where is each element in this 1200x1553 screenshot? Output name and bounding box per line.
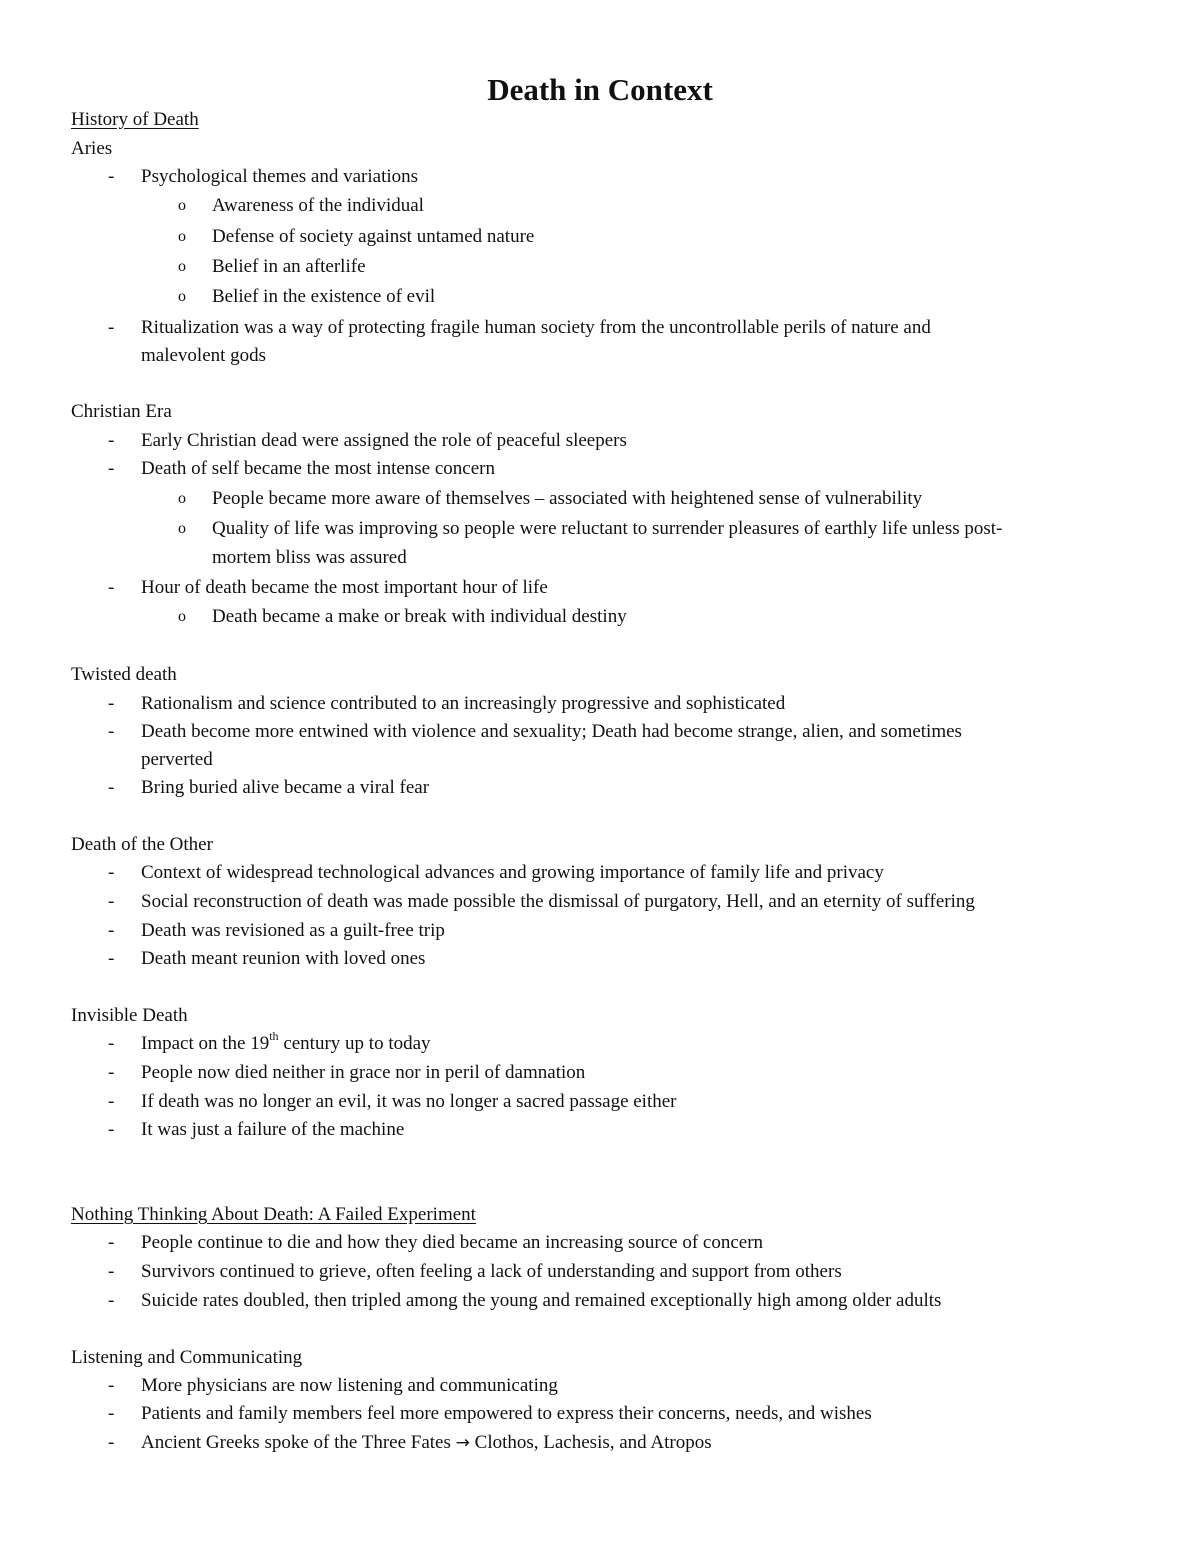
bullet-dash: -	[108, 693, 115, 714]
bullet-text-part: Ancient Greeks spoke of the Three Fates	[141, 1432, 456, 1453]
bullet-dash: -	[108, 1232, 115, 1253]
section-heading-failed-experiment: Nothing Thinking About Death: A Failed Experiment	[71, 1204, 476, 1225]
bullet-text: Death was revisioned as a guilt-free trip	[141, 920, 445, 941]
bullet-dash: -	[108, 1033, 115, 1054]
bullet-dash: -	[108, 891, 115, 912]
sub-bullet-text: Belief in an afterlife	[212, 256, 366, 277]
bullet-text: Patients and family members feel more empowered to express their concerns, needs, and wishes	[141, 1403, 872, 1424]
section-heading-history-of-death: History of Death	[71, 109, 199, 130]
sub-bullet-text: Awareness of the individual	[212, 195, 424, 216]
bullet-text: Death meant reunion with loved ones	[141, 948, 426, 969]
subheading-christian-era: Christian Era	[71, 401, 172, 422]
bullet-text: People continue to die and how they died became an increasing source of concern	[141, 1232, 764, 1253]
bullet-dash: -	[108, 1375, 115, 1396]
bullet-text: More physicians are now listening and communicating	[141, 1375, 558, 1396]
bullet-dash: -	[108, 1091, 115, 1112]
bullet-text: Survivors continued to grieve, often feeling a lack of understanding and support from others	[141, 1261, 842, 1282]
bullet-text: Bring buried alive became a viral fear	[141, 777, 430, 798]
bullet-circle: o	[178, 197, 186, 214]
bullet-text-part: century up to today	[278, 1033, 431, 1054]
sub-bullet-text-continuation: mortem bliss was assured	[212, 547, 407, 568]
bullet-text: Early Christian dead were assigned the role of peaceful sleepers	[141, 430, 627, 451]
bullet-dash: -	[108, 317, 115, 338]
bullet-text: Suicide rates doubled, then tripled among the young and remained exceptionally high among older adults	[141, 1290, 942, 1311]
bullet-text-19th-century	[141, 1028, 431, 1056]
bullet-text-three-fates	[141, 1431, 712, 1455]
bullet-dash: -	[108, 1261, 115, 1282]
bullet-text: Rationalism and science contributed to an increasingly progressive and sophisticated	[141, 693, 786, 714]
sub-bullet-text: Quality of life was improving so people were reluctant to surrender pleasures of earthly life unless post-	[212, 518, 1003, 539]
bullet-dash: -	[108, 166, 115, 187]
bullet-dash: -	[108, 948, 115, 969]
sub-bullet-text: Death became a make or break with individual destiny	[212, 606, 627, 627]
sub-bullet-text: People became more aware of themselves – associated with heightened sense of vulnerability	[212, 488, 923, 509]
document-title: Death in Context	[487, 72, 713, 107]
bullet-text: If death was no longer an evil, it was no longer a sacred passage either	[141, 1091, 677, 1112]
subheading-twisted-death: Twisted death	[71, 664, 177, 685]
subheading-death-of-the-other: Death of the Other	[71, 834, 213, 855]
bullet-text: Context of widespread technological advances and growing importance of family life and privacy	[141, 862, 884, 883]
subheading-invisible-death: Invisible Death	[71, 1005, 188, 1026]
bullet-dash: -	[108, 1119, 115, 1140]
bullet-text-continuation: malevolent gods	[141, 345, 267, 366]
bullet-dash: -	[108, 777, 115, 798]
sub-bullet-text: Defense of society against untamed nature	[212, 226, 535, 247]
bullet-circle: o	[178, 520, 186, 537]
bullet-circle: o	[178, 490, 186, 507]
bullet-text: Social reconstruction of death was made possible the dismissal of purgatory, Hell, and an eternity of suffering	[141, 891, 975, 912]
right-arrow-icon: →	[455, 1433, 470, 1453]
subheading-listening-and-communicating: Listening and Communicating	[71, 1347, 303, 1368]
bullet-text: Psychological themes and variations	[141, 166, 419, 187]
bullet-circle: o	[178, 258, 186, 275]
bullet-text: It was just a failure of the machine	[141, 1119, 405, 1140]
bullet-text-part: Clothos, Lachesis, and Atropos	[469, 1432, 712, 1453]
bullet-dash: -	[108, 458, 115, 479]
bullet-text-continuation: perverted	[141, 749, 213, 770]
sub-bullet-text: Belief in the existence of evil	[212, 286, 436, 307]
bullet-text: Ritualization was a way of protecting fragile human society from the uncontrollable perils of nature and	[141, 317, 931, 338]
bullet-dash: -	[108, 920, 115, 941]
bullet-circle: o	[178, 288, 186, 305]
bullet-dash: -	[108, 1403, 115, 1424]
bullet-dash: -	[108, 430, 115, 451]
bullet-text: Hour of death became the most important hour of life	[141, 577, 548, 598]
bullet-dash: -	[108, 1290, 115, 1311]
bullet-dash: -	[108, 577, 115, 598]
bullet-text: Death become more entwined with violence and sexuality; Death had become strange, alien, and sometimes	[141, 721, 962, 742]
bullet-dash: -	[108, 721, 115, 742]
bullet-dash: -	[108, 1432, 115, 1453]
bullet-circle: o	[178, 228, 186, 245]
superscript-th: th	[269, 1028, 279, 1043]
bullet-text-part: Impact on the 19	[141, 1033, 270, 1054]
bullet-dash: -	[108, 862, 115, 883]
subheading-aries: Aries	[71, 138, 113, 159]
bullet-circle: o	[178, 608, 186, 625]
bullet-dash: -	[108, 1062, 115, 1083]
bullet-text: Death of self became the most intense concern	[141, 458, 495, 479]
bullet-text: People now died neither in grace nor in peril of damnation	[141, 1062, 586, 1083]
